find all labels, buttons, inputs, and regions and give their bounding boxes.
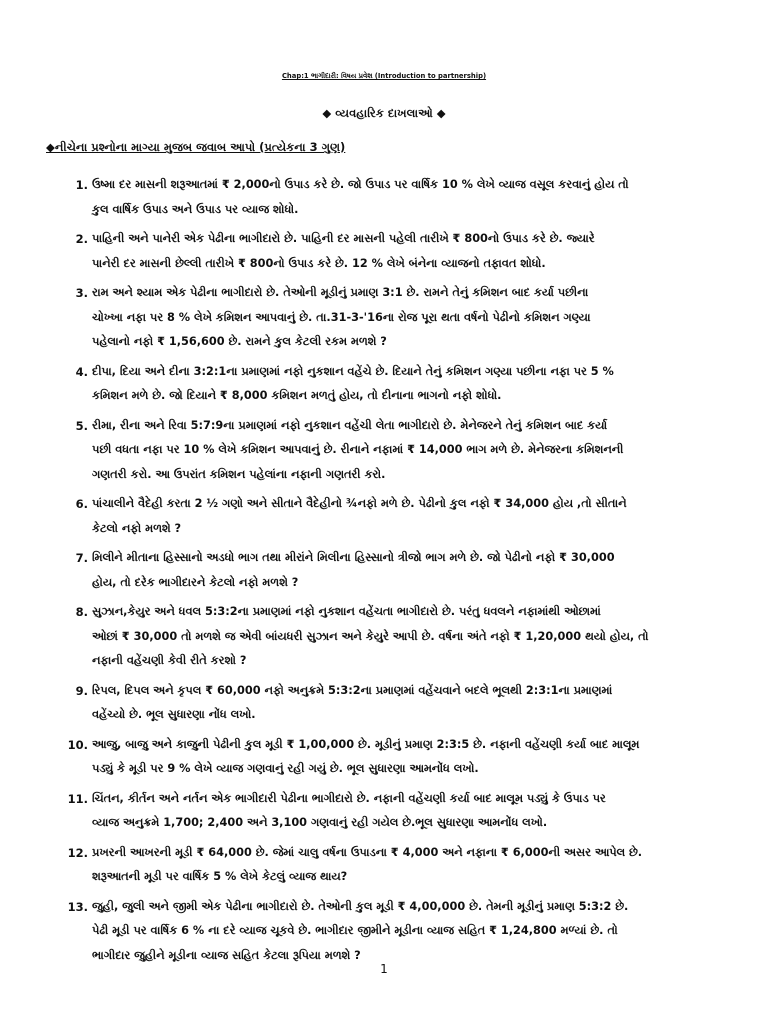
question-item [0, 281, 768, 355]
question-text-line: રીમા, રીના અને રિવા 5:7:9ના પ્રમાણમાં નફો નુકશાન વહેંચી લેતા ભાગીદારો છે. મેનેજરને તેનું કમિશન બાદ કર્યા [92, 418, 608, 432]
question-text-line: પડ્યું કે મૂડી પર 9 % લેખે વ્યાજ ગણવાનું રહી ગયું છે. ભૂલ સુધારણા આમનોંધ લખો. [92, 762, 479, 775]
question-number: 1. [75, 178, 88, 192]
question-item [0, 895, 768, 969]
question-text-line: પાહિની અને પાનેરી એક પેઢીના ભાગીદારો છે. પાહિની દર માસની પહેલી તારીખે ₹ 800નો ઉપાડ કરે છે. જ્યારે [92, 232, 595, 245]
question-text-line: ઓછાં ₹ 30,000 તો મળશે જ એવી બાંયધરી સુઝાન અને કેયુરે આપી છે. વર્ષના અંતે નફો ₹ 1,20,000 થયો હોય, તો [92, 629, 649, 643]
question-text-line: જુહી, જુલી અને જીમી એક પેઢીના ભાગીદારો છે. તેઓની કુલ મૂડી ₹ 4,00,000 છે. તેમની મૂડીનું પ્રમાણ 5:3:2 છે. [92, 899, 629, 913]
question-number: 2. [75, 232, 88, 246]
question-text-line: ભાગીદાર જુહીને મૂડીના વ્યાજ સહિત કેટલા રૂપિયા મળશે ? [92, 948, 361, 962]
question-number: 13. [67, 899, 88, 914]
question-text-line: વ્યાજ અનુક્રમે 1,700; 2,400 અને 3,100 ગણવાનું રહી ગયેલ છે.ભૂલ સુધારણા આમનોંધ લખો. [92, 816, 548, 829]
question-number: 5. [75, 418, 88, 433]
question-text-line: ચોખ્ખા નફા પર 8 % લેખે કમિશન આપવાનું છે. તા.31-3-'16ના રોજ પૂરા થતા વર્ષનો પેઢીનો કમિશન ગણ્યા [92, 310, 591, 324]
question-number: 6. [75, 497, 88, 511]
question-text-line: પાંચાલીને વૈદેહી કરતા 2 ½ ગણો અને સીતાને વૈદેહીનો ¾નફો મળે છે. પેઢીનો કુલ નફો ₹ 34,000 હોય ,તો સીતાને [92, 497, 627, 510]
question-item [0, 787, 768, 836]
question-item [0, 492, 768, 541]
question-text-line: હોય, તો દરેક ભાગીદારને કેટલો નફો મળશે ? [92, 575, 299, 589]
question-number: 8. [75, 605, 88, 619]
question-number: 9. [75, 683, 88, 698]
question-item [0, 227, 768, 276]
question-number: 4. [75, 364, 88, 379]
question-text-line: દીપા, દિયા અને દીના 3:2:1ના પ્રમાણમાં નફો નુકશાન વહેંચે છે. દિયાને તેનું કમિશન ગણ્યા પછીના નફા પર 5 % [92, 364, 614, 378]
question-text-line: પછી વધતા નફા પર 10 % લેખે કમિશન આપવાનું છે. રીનાને નફામાં ₹ 14,000 ભાગ મળે છે. મેનેજરના કમિશનની [92, 443, 624, 456]
question-number: 12. [67, 845, 88, 860]
instruction-line: ◆નીચેના પ્રશ્નોના માગ્યા મુજબ જવાબ આપો (પ્રત્યેકના 3 ગુણ) [46, 140, 346, 154]
question-number: 7. [75, 551, 88, 565]
question-text-line: વહેંચ્યો છે. ભૂલ સુધારણા નોંધ લખો. [92, 708, 256, 721]
question-item [0, 173, 768, 222]
question-text-line: નફાની વહેંચણી કેવી રીતે કરશો ? [92, 654, 247, 667]
question-text-line: મિલીને મીતાના હિસ્સાનો અડધો ભાગ તથા મીરાંને મિલીના હિસ્સાનો ત્રીજો ભાગ મળે છે. જો પેઢીનો નફો ₹ 30,000 [92, 551, 615, 564]
question-text-line: ગણતરી કરો. આ ઉપરાંત કમિશન પહેલાંના નફાની ગણતરી કરો. [92, 467, 386, 481]
question-item [0, 414, 768, 488]
question-text-line: રિપલ, દિપલ અને કૃપલ ₹ 60,000 નફો અનુક્રમે 5:3:2ના પ્રમાણમાં વહેંચવાને બદલે ભૂલથી 2:3:1ના પ્રમાણમાં [92, 683, 613, 697]
question-text-line: ઉષ્મા દર માસની શરૂઆતમાં ₹ 2,000નો ઉપાડ કરે છે. જો ઉપાડ પર વાર્ષિક 10 % લેખે વ્યાજ વસૂલ કરવાનું હોય તો [92, 178, 629, 191]
question-text-line: પહેલાનો નફો ₹ 1,56,600 છે. રામને કુલ કેટલી રકમ મળશે ? [92, 335, 387, 348]
section-subtitle: ◆ વ્યવહારિક દાખલાઓ ◆ [322, 106, 446, 120]
question-item [0, 600, 768, 674]
question-text-line: આજુ, બાજુ અને કાજુની પેઢીની કુલ મૂડી ₹ 1,00,000 છે. મૂડીનું પ્રમાણ 2:3:5 છે. નફાની વહેંચણી કર્યા બાદ માલૂમ [92, 737, 640, 751]
question-text-line: કેટલો નફો મળશે ? [92, 521, 182, 535]
question-number: 11. [67, 791, 88, 806]
question-item [0, 841, 768, 890]
question-text-line: પેઢી મૂડી પર વાર્ષિક 6 % ના દરે વ્યાજ ચૂકવે છે. ભાગીદાર જીમીને મૂડીના વ્યાજ સહિત ₹ 1,24,800 મળ્યાં છે. તો [92, 924, 618, 937]
question-list [0, 173, 768, 973]
chapter-title: Chap:1 ભાગીદારી: વિષય પ્રવેશ (Introduction to partnership) [281, 72, 487, 80]
question-text-line: સુઝાન,કેયુર અને ધવલ 5:3:2ના પ્રમાણમાં નફો નુકશાન વહેંચતા ભાગીદારો છે. પરંતુ ધવલને નફામાંથી ઓછામાં [92, 605, 601, 618]
question-item [0, 733, 768, 782]
question-text-line: પ્રખરની આખરની મૂડી ₹ 64,000 છે. જેમાં ચાલુ વર્ષના ઉપાડના ₹ 4,000 અને નફાના ₹ 6,000ની અસર આપેલ છે. [92, 845, 643, 859]
question-item [0, 546, 768, 595]
question-text-line: રામ અને શ્યામ એક પેઢીના ભાગીદારો છે. તેઓની મૂડીનું પ્રમાણ 3:1 છે. રામને તેનું કમિશન બાદ કર્યા પછીના [92, 286, 589, 299]
question-item [0, 360, 768, 409]
question-number: 10. [67, 737, 88, 752]
question-text-line: પાનેરી દર માસની છેલ્લી તારીખે ₹ 800નો ઉપાડ કરે છે. 12 % લેખે બંનેના વ્યાજનો તફાવત શોધો. [92, 256, 546, 270]
question-text-line: કમિશન મળે છે. જો દિયાને ₹ 8,000 કમિશન મળતું હોય, તો દીનાના ભાગનો નફો શોધો. [92, 389, 502, 402]
page-number: 1 [380, 962, 388, 976]
question-number: 3. [75, 286, 88, 300]
question-item [0, 679, 768, 728]
question-text-line: શરૂઆતની મૂડી પર વાર્ષિક 5 % લેખે કેટલું વ્યાજ થાય? [92, 870, 348, 883]
question-text-line: કુલ વાર્ષિક ઉપાડ અને ઉપાડ પર વ્યાજ શોધો. [92, 202, 299, 216]
question-text-line: ચિંતન, કીર્તન અને નર્તન એક ભાગીદારી પેઢીના ભાગીદારો છે. નફાની વહેંચણી કર્યા બાદ માલૂમ પડ્યું કે ઉપાડ પર [92, 791, 606, 805]
